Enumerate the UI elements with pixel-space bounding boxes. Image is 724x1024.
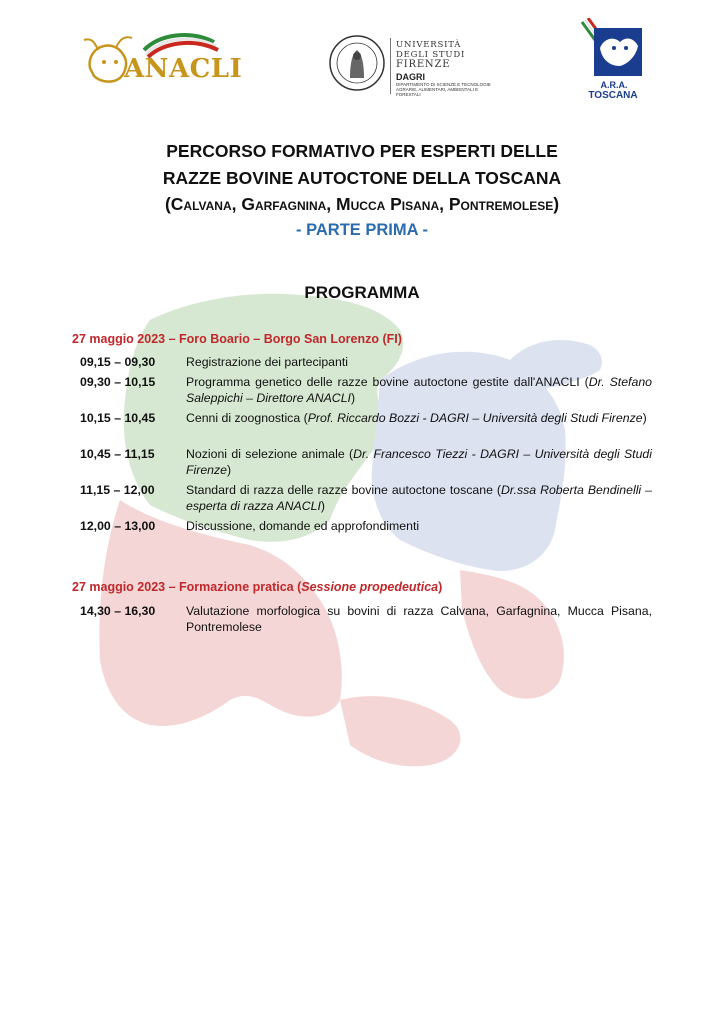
- title-line-2: RAZZE BOVINE AUTOCTONE DELLA TOSCANA: [162, 168, 562, 188]
- unifi-line-2: DEGLI STUDI: [396, 50, 466, 60]
- row-time: 10,15 – 10,45: [80, 411, 156, 425]
- anacli-logo: [80, 24, 243, 90]
- toscana-label: TOSCANA: [588, 90, 638, 101]
- logo-divider: [390, 38, 391, 94]
- university-name: [396, 40, 465, 70]
- row-description: Standard di razza delle razze bovine autoctone toscane (Dr.ssa Roberta Bendinelli – esperta di razza ANACLI): [186, 483, 652, 513]
- title-line-1: PERCORSO FORMATIVO PER ESPERTI DELLE: [166, 141, 558, 161]
- farm-animals-icon: [580, 18, 646, 80]
- section-1-heading: 27 maggio 2023 – Foro Boario – Borgo San Lorenzo (FI): [72, 332, 402, 346]
- ara-toscana-logo: [580, 18, 646, 102]
- dagri-label: DAGRI: [396, 72, 425, 82]
- row-description: Programma genetico delle razze bovine autoctone gestite dall'ANACLI (Dr. Stefano Saleppichi – Direttore ANACLI): [186, 375, 652, 405]
- row-time: 09,30 – 10,15: [80, 375, 156, 389]
- breeds-subtitle: (Calvana, Garfagnina, Mucca Pisana, Pontremolese): [164, 194, 560, 214]
- row-time: 11,15 – 12,00: [80, 483, 155, 497]
- unifi-line-3: FIRENZE: [396, 59, 451, 70]
- row-time: 14,30 – 16,30: [80, 604, 156, 618]
- row-description: Discussione, domande ed approfondimenti: [186, 519, 420, 533]
- anacli-wordmark: ANACLI: [124, 54, 243, 84]
- row-time: 12,00 – 13,00: [80, 519, 156, 533]
- section-2-heading: 27 maggio 2023 – Formazione pratica (Sessione propedeutica): [72, 580, 443, 594]
- row-description: Registrazione dei partecipanti: [186, 355, 349, 369]
- row-description: Cenni di zoognostica (Prof. Riccardo Bozzi - DAGRI – Università degli Studi Firenze): [186, 411, 647, 425]
- ara-label: A.R.A.: [600, 80, 628, 90]
- dagri-subtitle: DIPARTIMENTO DI SCIENZE E TECNOLOGIE AGRARIE, ALIMENTARI, AMBIENTALI E FORESTALI: [396, 82, 491, 97]
- row-description: Nozioni di selezione animale (Dr. Francesco Tiezzi - DAGRI – Università degli Studi Firenze): [186, 447, 652, 477]
- row-time: 09,15 – 09,30: [80, 355, 156, 369]
- row-time: 10,45 – 11,15: [80, 447, 155, 461]
- part-label: - PARTE PRIMA -: [296, 221, 428, 239]
- unifi-dagri-logo: [328, 34, 491, 100]
- programma-heading: PROGRAMMA: [304, 283, 420, 302]
- row-description: Valutazione morfologica su bovini di razza Calvana, Garfagnina, Mucca Pisana, Pontremolese: [186, 604, 652, 634]
- university-seal-icon: [328, 34, 386, 92]
- unifi-line-1: UNIVERSITÀ: [396, 40, 462, 50]
